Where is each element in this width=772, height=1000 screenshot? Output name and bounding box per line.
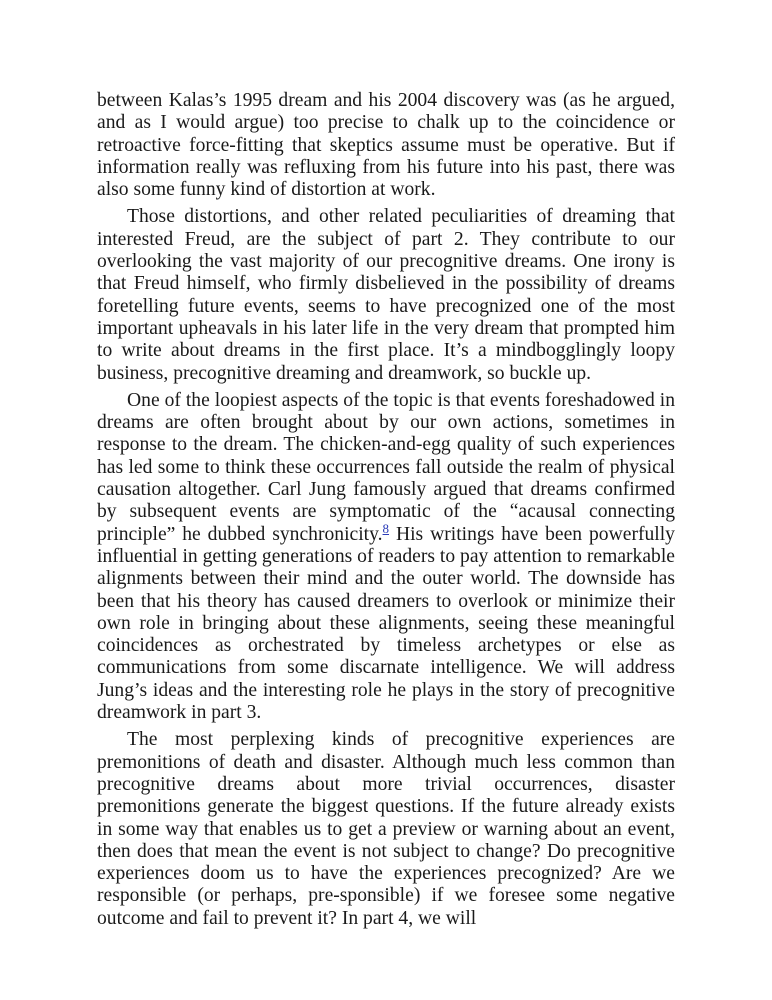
paragraph-3-text-after: His writings have been powerfully influential in getting generations of readers to pay attention to remarkable alignments between their mind and the outer world. The downside has been that his theory has caused dreamers to overlook or minimize their own role in bringing about these alignments, seeing these meaningful coincidences as orchestrated by timeless archetypes or else as communications from some discarnate intelligence. We will address Jung’s ideas and the interesting role he plays in the story of precognitive dreamwork in part 3. [97, 523, 675, 724]
paragraph-3 [97, 390, 675, 724]
footnote-link-8[interactable]: 8 [382, 520, 390, 536]
paragraph-1: between Kalas’s 1995 dream and his 2004 discovery was (as he argued, and as I would argue) too precise to chalk up to the coincidence or retroactive force-fitting that skeptics assume must be operative. But if information really was refluxing from his future into his past, there was also some funny kind of distortion at work. [97, 90, 675, 201]
paragraph-3-text-before: One of the loopiest aspects of the topic is that events foreshadowed in dreams are often brought about by our own actions, sometimes in response to the dream. The chicken-and-egg quality of such experiences has led some to think these occurrences fall outside the realm of physical causation altogether. Carl Jung famously argued that dreams confirmed by subsequent events are symptomatic of the “acausal connecting principle” he dubbed synchronicity. [97, 389, 675, 545]
paragraph-2: Those distortions, and other related peculiarities of dreaming that interested Freud, are the subject of part 2. They contribute to our overlooking the vast majority of our precognitive dreams. One irony is that Freud himself, who firmly disbelieved in the possibility of dreams foretelling future events, seems to have precognized one of the most important upheavals in his later life in the very dream that prompted him to write about dreams in the first place. It’s a mindbogglingly loopy business, precognitive dreaming and dreamwork, so buckle up. [97, 206, 675, 384]
book-page [97, 90, 675, 935]
paragraph-4: The most perplexing kinds of precognitive experiences are premonitions of death and disaster. Although much less common than precognitive dreams about more trivial occurrences, disaster premonitions generate the biggest questions. If the future already exists in some way that enables us to get a preview or warning about an event, then does that mean the event is not subject to change? Do precognitive experiences doom us to have the experiences precognized? Are we responsible (or perhaps, pre-sponsible) if we foresee some negative outcome and fail to prevent it? In part 4, we will [97, 729, 675, 929]
